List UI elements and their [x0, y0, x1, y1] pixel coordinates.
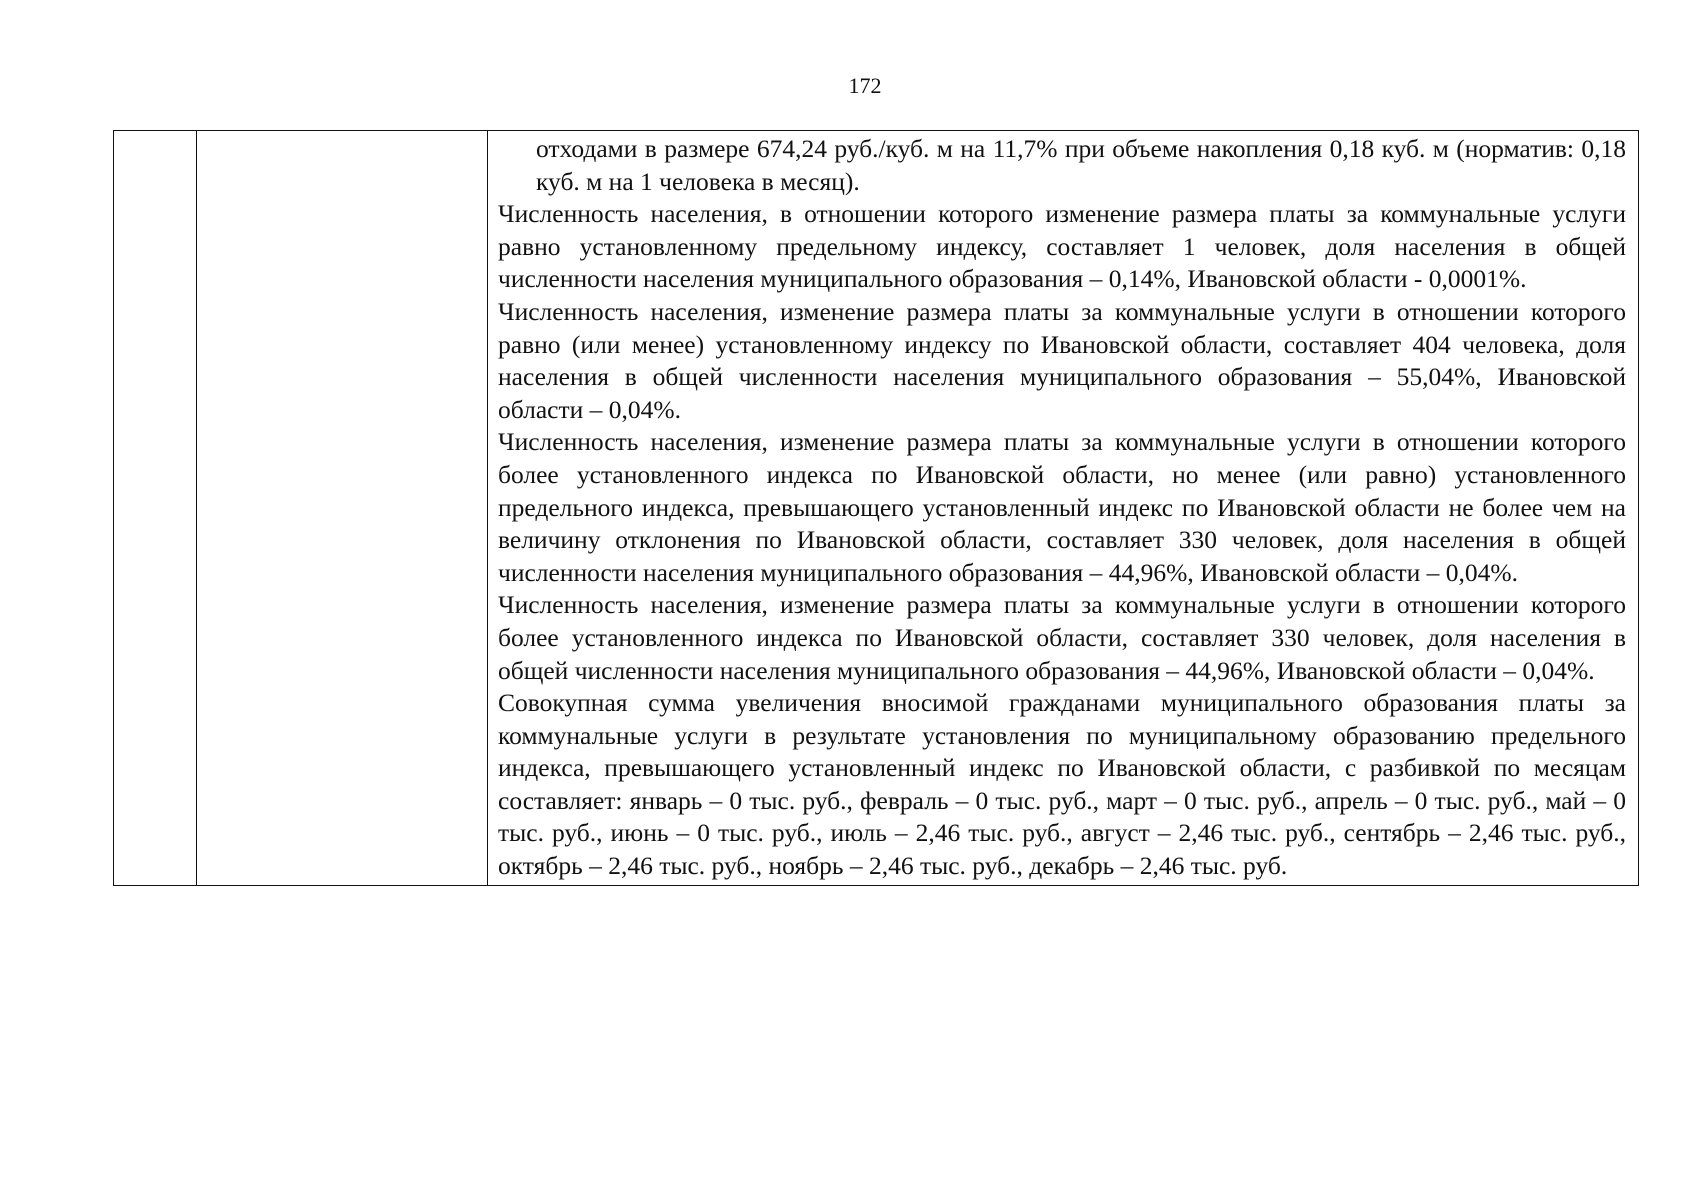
- table-row: [114, 131, 1639, 886]
- paragraph-continued: отходами в размере 674,24 руб./куб. м на 11,7% при объеме накопления 0,18 куб. м (норматив: 0,18 куб. м на 1 человека в месяц).: [536, 134, 1626, 196]
- paragraph-population-equal-limit: Численность населения, в отношении которого изменение размера платы за коммунальные услуги равно установленному предельному индексу, составляет 1 человек, доля населения в общей численности населения муниципального образования – 0,14%, Ивановской области - 0,0001%.: [498, 199, 1626, 294]
- paragraph-population-within-deviation: Численность населения, изменение размера платы за коммунальные услуги в отношении которого более установленного индекса по Ивановской области, но менее (или равно) установленного предельного индекса, превышающего установленный индекс по Ивановской области не более чем на величину отклонения по Ивановской области, составляет 330 человек, доля населения в общей численности населения муниципального образования – 44,96%, Ивановской области – 0,04%.: [498, 427, 1626, 587]
- document-table: [113, 130, 1639, 886]
- table-cell-name: [197, 131, 488, 886]
- page-number: 172: [848, 73, 882, 98]
- table-cell-content: [488, 131, 1639, 886]
- paragraph-total-increase: Совокупная сумма увеличения вносимой гражданами муниципального образования платы за коммунальные услуги в результате установления по муниципальному образованию предельного индекса, превышающего установленный индекс по Ивановской области, с разбивкой по месяцам составляет: январь – 0 тыс. руб., февраль – 0 тыс. руб., март – 0 тыс. руб., апрель – 0 тыс. руб., май – 0 тыс. руб., июнь – 0 тыс. руб., июль – 2,46 тыс. руб., август – 2,46 тыс. руб., сентябрь – 2,46 тыс. руб., октябрь – 2,46 тыс. руб., ноябрь – 2,46 тыс. руб., декабрь – 2,46 тыс. руб.: [498, 688, 1626, 881]
- table-cell-number: [114, 131, 197, 886]
- paragraph-population-below-index: Численность населения, изменение размера платы за коммунальные услуги в отношении которого равно (или менее) установленному индексу по Ивановской области, составляет 404 человека, доля населения в общей численности населения муниципального образования – 55,04%, Ивановской области – 0,04%.: [498, 296, 1626, 424]
- paragraph-population-above-index: Численность населения, изменение размера платы за коммунальные услуги в отношении которого более установленного индекса по Ивановской области, составляет 330 человек, доля населения в общей численности населения муниципального образования – 44,96%, Ивановской области – 0,04%.: [498, 590, 1626, 685]
